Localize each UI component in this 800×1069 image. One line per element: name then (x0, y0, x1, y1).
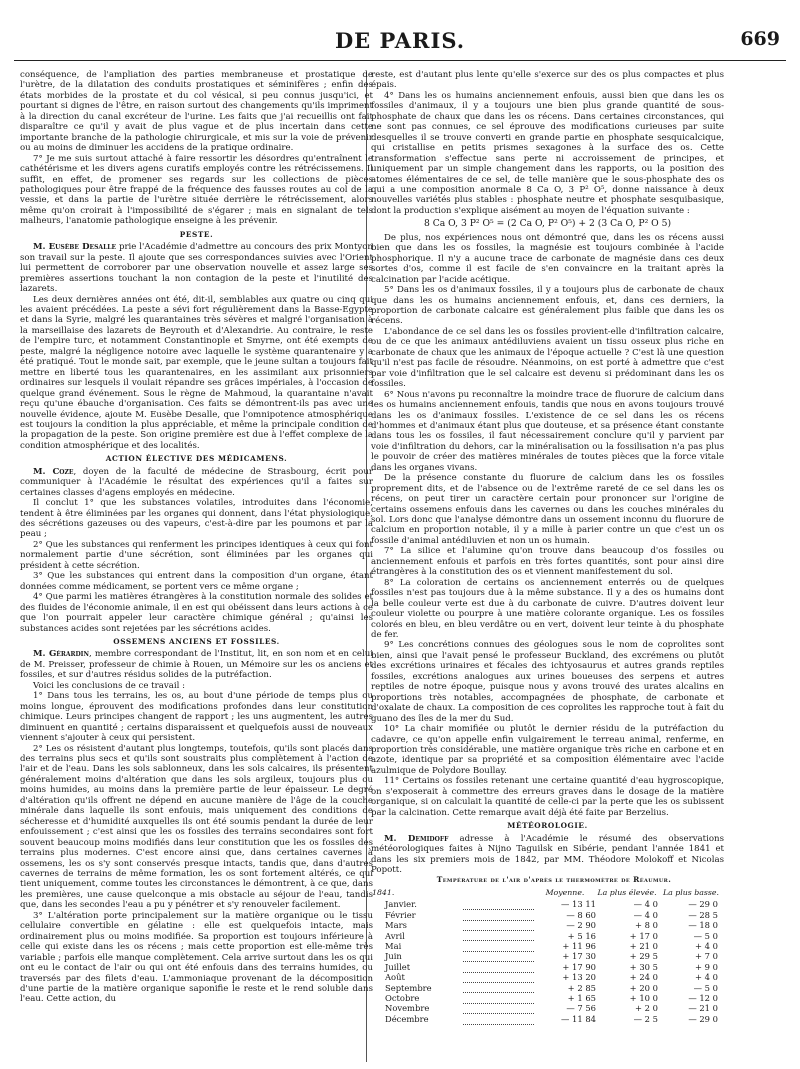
lowest-cell: — 12 0 (688, 992, 718, 1003)
dot-leader-header (463, 887, 534, 899)
month-cell: Juillet (385, 961, 411, 972)
average-cell: + 13 20 (562, 972, 596, 983)
paragraph (20, 242, 373, 294)
lowest-cell: — 5 0 (693, 930, 718, 941)
author-name: M. Eusèbe Desalle (33, 242, 117, 253)
page-number: 669 (740, 28, 780, 50)
paragraph: L'abondance de ce sel dans les os fossiles provient-elle d'infiltration calcaire, ou de ce que les animaux antédiluviens avaient un tissu osseux plus riche en carbonate de chaux que les animaux de l'époque actuelle ? C'est là une question qu'il n'est pas facile de résoudre. Néanmoins, on est porté à admettre que c'est par voie d'infiltration que le sel calcaire est devenu si prédominant dans les os fossiles. (371, 326, 724, 390)
highest-cell: + 8 0 (635, 920, 658, 931)
highest-cell: + 10 0 (629, 992, 658, 1003)
month-cell: Janvier. (385, 899, 417, 910)
left-column (20, 70, 373, 1062)
chemical-equation: 8 Ca O, 3 P² O⁵ = (2 Ca O, P² O⁵) + 2 (3 Ca O, P² O 5) (423, 218, 672, 230)
month-cell: Mai (385, 940, 402, 951)
average-cell: + 1 65 (567, 992, 596, 1003)
lowest-cell: + 4 0 (695, 940, 718, 951)
page-header (14, 26, 786, 66)
paragraph: Il conclut 1° que les substances volatiles, introduites dans l'économie, tendent à être éliminées par les organes qui donnent, dans l'état physiologique, des sécrétions gazeuses ou des vapeurs, c'est-à-dire par les poumons et par la peau ; (20, 498, 373, 540)
month-cell: Juin (385, 951, 402, 962)
average-header: Moyenne. (545, 887, 585, 897)
paragraph (371, 834, 724, 876)
table-body (371, 899, 724, 1024)
paragraph-text: , doyen de la faculté de médecine de Strasbourg, écrit pour communiquer à l'Académie le résultat des expériences qu'il a faites sur certaines classes d'agens employés en médecine. (20, 466, 373, 498)
lowest-cell: — 21 0 (688, 1003, 718, 1014)
table-row (371, 972, 724, 982)
paragraph: 2° Que les substances qui renferment les principes identiques à ceux qui font normalement partie d'une sécrétion, sont éliminées par les organes qui président à cette sécrétion. (20, 539, 373, 571)
section-heading: ACTION ÉLECTIVE DES MÉDICAMENS. (105, 454, 288, 464)
paragraph: 2° Les os résistent d'autant plus longtemps, toutefois, qu'ils sont placés dans des terrains plus secs et qu'ils sont soustraits plus complètement à l'action de l'air et de l'eau. Dans les sols sablonneux, dans les sols calcaires, ils présentent généralement moins d'altération que dans les sols argileux, toujours plus ou moins humides, au moins dans la première partie de leur épaisseur. Le degré d'altération qu'ils offrent ne dépend en aucune manière de l'âge de la couche minérale dans laquelle ils sont enfouis, mais uniquement des conditions de sécheresse et d'humidité auxquelles ils ont été soumis pendant la durée de leur enfouissement ; c'est ainsi que les os fossiles des terrains secondaires sont fort souvent beaucoup moins modifiés dans leur constitution que les os fossiles des terrains plus modernes. C'est encore ainsi que, dans certaines cavernes à ossemens, les os s'y sont conservés presque intacts, tandis que, dans d'autres cavernes de terrains de même formation, les os sont fortement altérés, ce qui tient uniquement, comme toutes les circonstances le démontrent, à ce que, dans les premières, une cause quelconque a mis obstacle au séjour de l'eau, tandis que, dans les secondes l'eau a pu y pénétrer et s'y renouveler facilement. (20, 743, 373, 911)
table-row (371, 920, 724, 930)
highest-cell: — 4 0 (633, 899, 658, 910)
section-heading: OSSEMENS ANCIENS ET FOSSILES. (113, 637, 280, 647)
average-cell: — 2 90 (566, 920, 596, 931)
paragraph: Voici les conclusions de ce travail : (33, 680, 185, 691)
lowest-cell: + 7 0 (695, 951, 718, 962)
dot-leader (463, 920, 534, 930)
month-cell: Septembre (385, 982, 432, 993)
temperature-table (371, 887, 724, 1025)
average-cell: + 5 16 (567, 930, 596, 941)
average-cell: — 11 84 (560, 1013, 596, 1024)
table-row (371, 941, 724, 951)
lowest-header: La plus basse. (662, 887, 720, 897)
month-cell: Avril (385, 930, 405, 941)
paragraph (20, 649, 373, 680)
lowest-cell: + 4 0 (695, 972, 718, 983)
dot-leader (463, 899, 534, 909)
highest-cell: — 4 0 (633, 909, 658, 920)
highest-cell: + 20 0 (629, 982, 658, 993)
table-row (371, 962, 724, 972)
table-row (371, 931, 724, 941)
paragraph: 6° Nous n'avons pu reconnaître la moindre trace de fluorure de calcium dans les os humains anciennement enfouis, tandis que nous en avons toujours trouvé dans les os d'animaux fossiles. L'existence de ce sel dans les os récens d'hommes et d'animaux étant plus que douteuse, et sa présence étant constante dans tous les os fossiles, il faut nécessairement conclure qu'il y parvient par voie d'infiltration du dehors, car la minéralisation ou la fossilisation n'a pas plus le pouvoir de créer des matières minérales de toutes pièces que la force vitale dans les organes vivans. (371, 389, 724, 473)
paragraph (20, 467, 373, 498)
dot-leader (463, 1003, 534, 1013)
month-cell: Mars (385, 920, 407, 931)
paragraph-text: , membre correspondant de l'Institut, lit, en son nom et en celui de M. Preisser, professeur de chimie à Rouen, un Mémoire sur les os anciens et fossiles, et sur d'autres résidus solides de la putréfaction. (20, 649, 373, 681)
highest-cell: + 17 0 (629, 930, 658, 941)
paragraph: 9° Les concrétions connues des géologues sous le nom de coprolites sont bien, ainsi que l'avait pensé le professeur Buckland, des excrémens ou plutôt des excrétions urinaires et fécales des ichtyosaurus et autres grands reptiles fossiles, excrétions analogues aux urines boueuses des serpens et autres reptiles de notre époque, puisque nous y avons trouvé des urates alcalins en proportions très notables, accompagnées de phosphate, de carbonate et d'oxalate de chaux. La composition de ces coprolites les rapproche tout à fait du guano des îles de la mer du Sud. (371, 640, 724, 724)
paragraph: 7° Je me suis surtout attaché à faire ressortir les désordres qu'entraînent le cathétérisme et les divers agens curatifs employés contre les rétrécissemens. Il suffit, en effet, de promener ses regards sur les collections de pièces pathologiques pour être frappé de la fréquence des fausses routes au col de la vessie, et dans la partie de l'urètre située derrière le rétrécissement, alors même qu'on croirait à l'impossibilité de s'égarer ; mais en signalant de tels malheurs, l'anatomie pathologique enseigne à les prévenir. (20, 153, 373, 227)
average-cell: + 2 85 (567, 982, 596, 993)
table-row (371, 899, 724, 909)
paragraph-text: prie l'Académie d'admettre au concours des prix Montyon son travail sur la peste. Il ajoute que ses correspondances suivies avec l'Orient lui permettent de corroborer par une observation nouvelle et assez large ses premières assertions touchant la non contagion de la peste et l'inutilité des lazarets. (20, 242, 373, 295)
lowest-cell: — 29 0 (688, 899, 718, 910)
author-name: M. Coze (33, 466, 74, 477)
highest-cell: + 24 0 (629, 972, 658, 983)
table-row (371, 993, 724, 1003)
dot-leader (463, 962, 534, 972)
dot-leader (463, 941, 534, 951)
dot-leader (463, 993, 534, 1003)
highest-cell: + 30 5 (629, 961, 658, 972)
paragraph: 11° Certains os fossiles retenant une certaine quantité d'eau hygroscopique, on s'exposerait à commettre des erreurs graves dans le dosage de la matière organique, si on calculait la quantité de celle-ci par la perte que les os subissent par la calcination. Cette remarque avait déjà été faite par Berzelius. (371, 776, 724, 818)
highest-cell: — 2 5 (633, 1013, 658, 1024)
dot-leader (463, 931, 534, 941)
table-row (371, 951, 724, 961)
lowest-cell: + 9 0 (695, 961, 718, 972)
author-name: M. Demidoff (384, 833, 449, 844)
highest-cell: + 21 0 (629, 940, 658, 951)
author-name: M. Gérardin (33, 649, 89, 660)
month-cell: Août (385, 972, 405, 983)
paragraph: 1° Dans tous les terrains, les os, au bout d'une période de temps plus ou moins longue, éprouvent des modifications profondes dans leur constitution chimique. Leurs principes changent de rapport ; les uns augmentent, les autres diminuent en quantité ; certains disparaissent et quelquefois aussi de nouveaux viennent s'ajouter à ceux qui persistent. (20, 691, 373, 744)
lowest-cell: — 28 5 (688, 909, 718, 920)
year-header: 1841. (372, 887, 395, 897)
paragraph: Les deux dernières années ont été, dit-il, semblables aux quatre ou cinq qui les avaient précédées. La peste a sévi fort régulièrement dans la Basse-Egypte et dans la Syrie, malgré les quarantaines très sévères et malgré l'organisation à la marseillaise des lazarets de Beyrouth et d'Alexandrie. Au contraire, le reste de l'empire turc, et notamment Constantinople et Smyrne, ont été exempts de peste, malgré la négligence notoire avec laquelle le système quarantenaire y a été pratiqué. Tout le monde sait, par exemple, que le jeune sultan a toujours fait mettre en liberté tous les quarantenaires, en les assimilant aux prisonniers ordinaires sur lesquels il voulait répandre ses grâces impériales, à l'occasion de quelque grand événement. Sous le règne de Mahmoud, la quarantaine n'avait reçu qu'une ébauche d'organisation. Ces faits se démontrent-ils pas avec une nouvelle évidence, ajoute M. Eusèbe Desalle, que l'omnipotence atmosphérique est toujours la condition la plus appréciable, et même la principale condition de la propagation de la peste. Son origine première est due à l'effet complexe de la condition atmosphérique et des localités. (20, 294, 373, 451)
paragraph: conséquence, de l'ampliation des parties membraneuse et prostatique de l'urètre, de la dilatation des conduits prostatiques et séminifères ; enfin des états morbides de la prostate et du col vésical, si peu connus jusqu'ici, et pourtant si dignes de l'être, en raison surtout des changements qu'ils impriment à la direction du canal excréteur de l'urine. Les faits que j'ai recueillis ont fait disparaître ce qu'il y avait de plus vague et de plus incertain dans cette importante branche de la pathologie chirurgicale, et mis sur la voie de prévenir ou au moins de diminuer les accidens de la pratique ordinaire. (20, 70, 373, 154)
average-cell: — 8 60 (566, 909, 596, 920)
table-row (371, 1003, 724, 1013)
lowest-cell: — 5 0 (693, 982, 718, 993)
month-cell: Novembre (385, 1003, 430, 1014)
page-title: DE PARIS. (334, 28, 466, 53)
paragraph: reste, est d'autant plus lente qu'elle s'exerce sur des os plus compactes et plus épais. (371, 70, 724, 91)
dot-leader (463, 910, 534, 920)
highest-cell: + 2 0 (635, 1003, 658, 1014)
table-row (371, 983, 724, 993)
section-heading: PESTE. (179, 229, 214, 239)
section-heading: MÉTÉOROLOGIE. (507, 821, 588, 831)
month-cell: Décembre (385, 1013, 429, 1024)
paragraph: De la présence constante du fluorure de calcium dans les os fossiles proprement dits, et de l'absence ou de l'extrême rareté de ce sel dans les os récens, on peut tirer un caractère certain pour prononcer sur l'origine de certains ossemens enfouis dans les cavernes ou dans les couches minérales du sol. Lors donc que l'analyse démontre dans un ossement inconnu du fluorure de calcium en proportion notable, il y a mille à parier contre un que c'est un os fossile d'animal antédiluvien et non un os humain. (371, 473, 724, 546)
average-cell: — 7 56 (566, 1003, 596, 1014)
average-cell: + 11 96 (562, 940, 596, 951)
paragraph: 4° Que parmi les matières étrangères à la constitution normale des solides et des fluides de l'économie animale, il en est qui obéissent dans leurs actions à ce que l'on pourrait appeler leur caractère chimique général ; qu'ainsi les substances acides sont rejetées par les sécrétions acides. (20, 592, 373, 634)
paragraph: 3° L'altération porte principalement sur la matière organique ou le tissu cellulaire convertible en gélatine : elle est quelquefois intacte, mais ordinairement plus ou moins modifiée. Sa proportion est toujours inférieure à celle qui existe dans les os récens ; mais cette proportion est elle-même très variable ; parfois elle manque complètement. Cela arrive surtout dans les os qui ont eu le contact de l'air ou qui ont été enfouis dans des terrains humides, ou traversés par des filets d'eau. L'ammoniaque provenant de la décomposition d'une partie de la matière organique saponifie le reste et le rend soluble dans l'eau. Cette action, du (20, 910, 373, 1005)
paragraph: 7° La silice et l'alumine qu'on trouve dans beaucoup d'os fossiles ou anciennement enfouis et parfois en très fortes quantités, sont pour ainsi dire étrangères à la constitution des os et viennent manifestement du sol. (371, 546, 724, 578)
highest-header: La plus élevée. (597, 887, 657, 897)
dot-leader (463, 983, 534, 993)
paragraph: 4° Dans les os humains anciennement enfouis, aussi bien que dans les os fossiles d'animaux, il y a toujours une bien plus grande quantité de sous-phosphate de chaux que dans les os récens. Dans certaines circonstances, qui ne sont pas connues, ce sel éprouve des modifications curieuses par suite desquelles il se trouve converti en grande partie en phosphate sesquicalcique, qui cristallise en petits prismes sexagones à la surface des os. Cette transformation s'effectue sans perte ni accroissement de principes, et uniquement par un simple changement dans les rapports, ou la position des atomes élémentaires de ce sel, de telle manière que le sous-phosphate des os qui a une composition anormale 8 Ca O, 3 P² O⁵, donne naissance à deux nouvelles variétés plus stables : phosphate neutre et phosphate sesquibasique, dont la production s'explique aisément au moyen de l'équation suivante : (371, 90, 724, 216)
dot-leader (463, 951, 534, 961)
table-row (371, 1014, 724, 1024)
average-cell: — 13 11 (560, 899, 596, 910)
month-cell: Octobre (385, 992, 420, 1003)
table-title: Température de l'air d'après le thermomètre de Réaumur. (436, 875, 672, 885)
dot-leader (463, 1014, 534, 1024)
paragraph: 3° Que les substances qui entrent dans la composition d'un organe, étant données comme médicament, se portent vers ce même organe ; (20, 571, 373, 592)
lowest-cell: — 18 0 (688, 920, 718, 931)
paragraph: 8° La coloration de certains os anciennement enterrés ou de quelques fossiles n'est pas toujours due à la même substance. Il y a des os humains dont la belle couleur verte est due à du carbonate de cuivre. D'autres doivent leur couleur violette ou pourpre à une matière colorante organique. Les os fossiles colorés en bleu, en bleu verdâtre ou en vert, doivent leur teinte à du phosphate de fer. (371, 577, 724, 641)
month-cell: Février (385, 909, 416, 920)
highest-cell: + 29 5 (629, 951, 658, 962)
table-row (371, 910, 724, 920)
paragraph: De plus, nos expériences nous ont démontré que, dans les os récens aussi bien que dans les os fossiles, la magnésie est toujours combinée à l'acide phosphorique. Il n'y a aucune trace de carbonate de magnésie dans ces deux sortes d'os, comme il est facile de s'en convaincre en la traitant après la calcination par l'acide acétique. (371, 232, 724, 285)
dot-leader (463, 972, 534, 982)
lowest-cell: — 29 0 (688, 1013, 718, 1024)
paragraph: 10° La chair momifiée ou plutôt le dernier résidu de la putréfaction du cadavre, ce qu'on appelle enfin vulgairement le terreau animal, renferme, en proportion très considérable, une matière organique très riche en carbone et en azote, identique par sa propriété et sa composition élémentaire avec l'acide azulmique de Polydore Boullay. (371, 724, 724, 776)
average-cell: + 17 30 (562, 951, 596, 962)
header-rule (14, 60, 786, 61)
paragraph: 5° Dans les os d'animaux fossiles, il y a toujours plus de carbonate de chaux que dans les os humains anciennement enfouis, et, dans ces derniers, la proportion de carbonate calcaire est généralement plus faible que dans les os récens. (371, 285, 724, 327)
table-header-row (371, 887, 724, 899)
paragraph-text: adresse à l'Académie le résumé des observations météorologiques faites à Nijno Taguilsk en Sibérie, pendant l'année 1841 et dans les six premiers mois de 1842, par MM. Théodore Molokoff et Nicolas Popott. (371, 833, 724, 875)
average-cell: + 17 90 (562, 961, 596, 972)
right-column (371, 70, 724, 1062)
